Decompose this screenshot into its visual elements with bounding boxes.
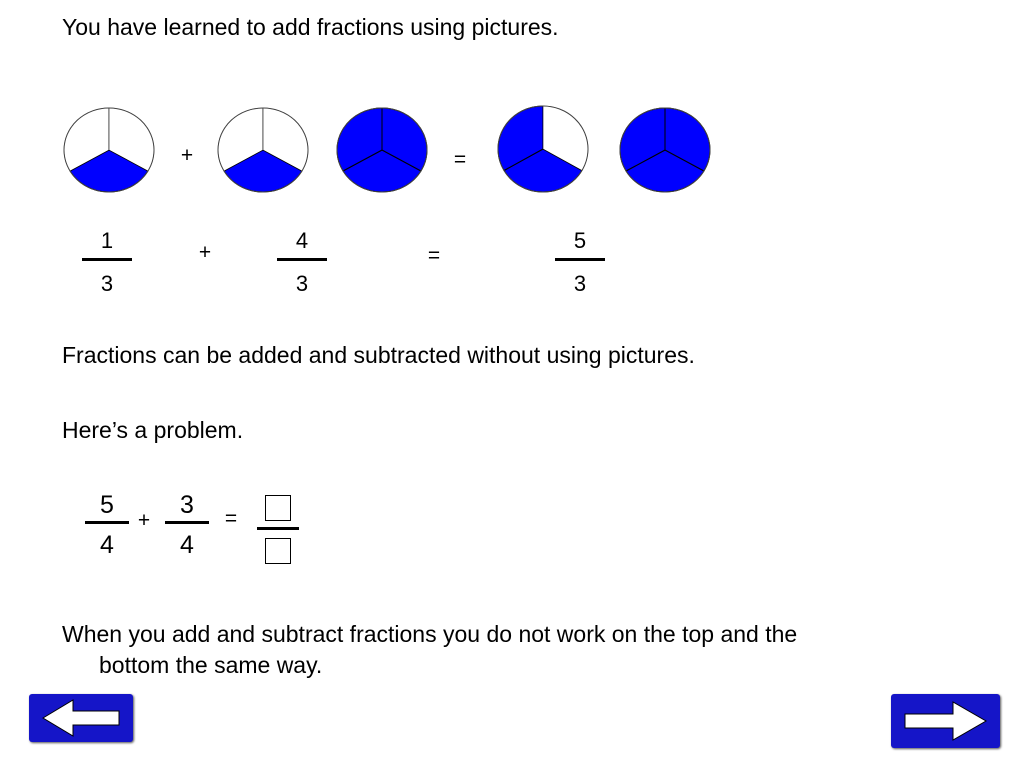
answer-numerator-box[interactable] <box>265 495 291 521</box>
plus-sign: + <box>137 509 151 532</box>
conclusion-text-continued: bottom the same way. <box>99 652 323 678</box>
pie-chart-4 <box>496 104 590 194</box>
denominator: 3 <box>573 271 587 296</box>
pie-chart-2 <box>216 106 310 194</box>
pie-chart-3 <box>335 106 429 194</box>
denominator: 3 <box>100 271 114 296</box>
denominator: 4 <box>100 531 114 559</box>
numerator: 5 <box>573 228 587 253</box>
answer-fraction-bar <box>257 527 299 530</box>
numerator: 4 <box>295 228 309 253</box>
right-arrow-icon <box>891 694 1000 748</box>
numerator: 3 <box>180 491 194 519</box>
plus-sign: + <box>198 241 212 264</box>
fraction-5-4 <box>85 492 129 558</box>
fraction-bar <box>85 521 129 524</box>
equals-sign: = <box>453 148 467 171</box>
pie-chart-1 <box>62 106 156 194</box>
back-button[interactable] <box>29 694 133 742</box>
equals-sign: = <box>427 244 441 267</box>
fraction-bar <box>555 258 605 261</box>
fraction-bar <box>165 521 209 524</box>
fraction-4-3 <box>277 228 327 297</box>
fraction-5-3 <box>555 228 605 297</box>
problem-intro-text: Here’s a problem. <box>62 417 244 443</box>
numerator: 5 <box>100 491 114 519</box>
answer-denominator-box[interactable] <box>265 538 291 564</box>
numerator: 1 <box>100 228 114 253</box>
fraction-3-4 <box>165 492 209 558</box>
conclusion-text: When you add and subtract fractions you do not work on the top and the <box>62 621 798 647</box>
pie-chart-5 <box>618 106 712 194</box>
denominator: 3 <box>295 271 309 296</box>
fraction-1-3 <box>82 228 132 297</box>
explanation-text: Fractions can be added and subtracted without using pictures. <box>62 342 695 368</box>
denominator: 4 <box>180 531 194 559</box>
fraction-bar <box>277 258 327 261</box>
intro-text: You have learned to add fractions using pictures. <box>62 14 559 40</box>
plus-sign: + <box>180 144 194 167</box>
next-button[interactable] <box>891 694 1000 748</box>
left-arrow-icon <box>29 694 133 742</box>
equals-sign: = <box>224 507 238 530</box>
fraction-bar <box>82 258 132 261</box>
